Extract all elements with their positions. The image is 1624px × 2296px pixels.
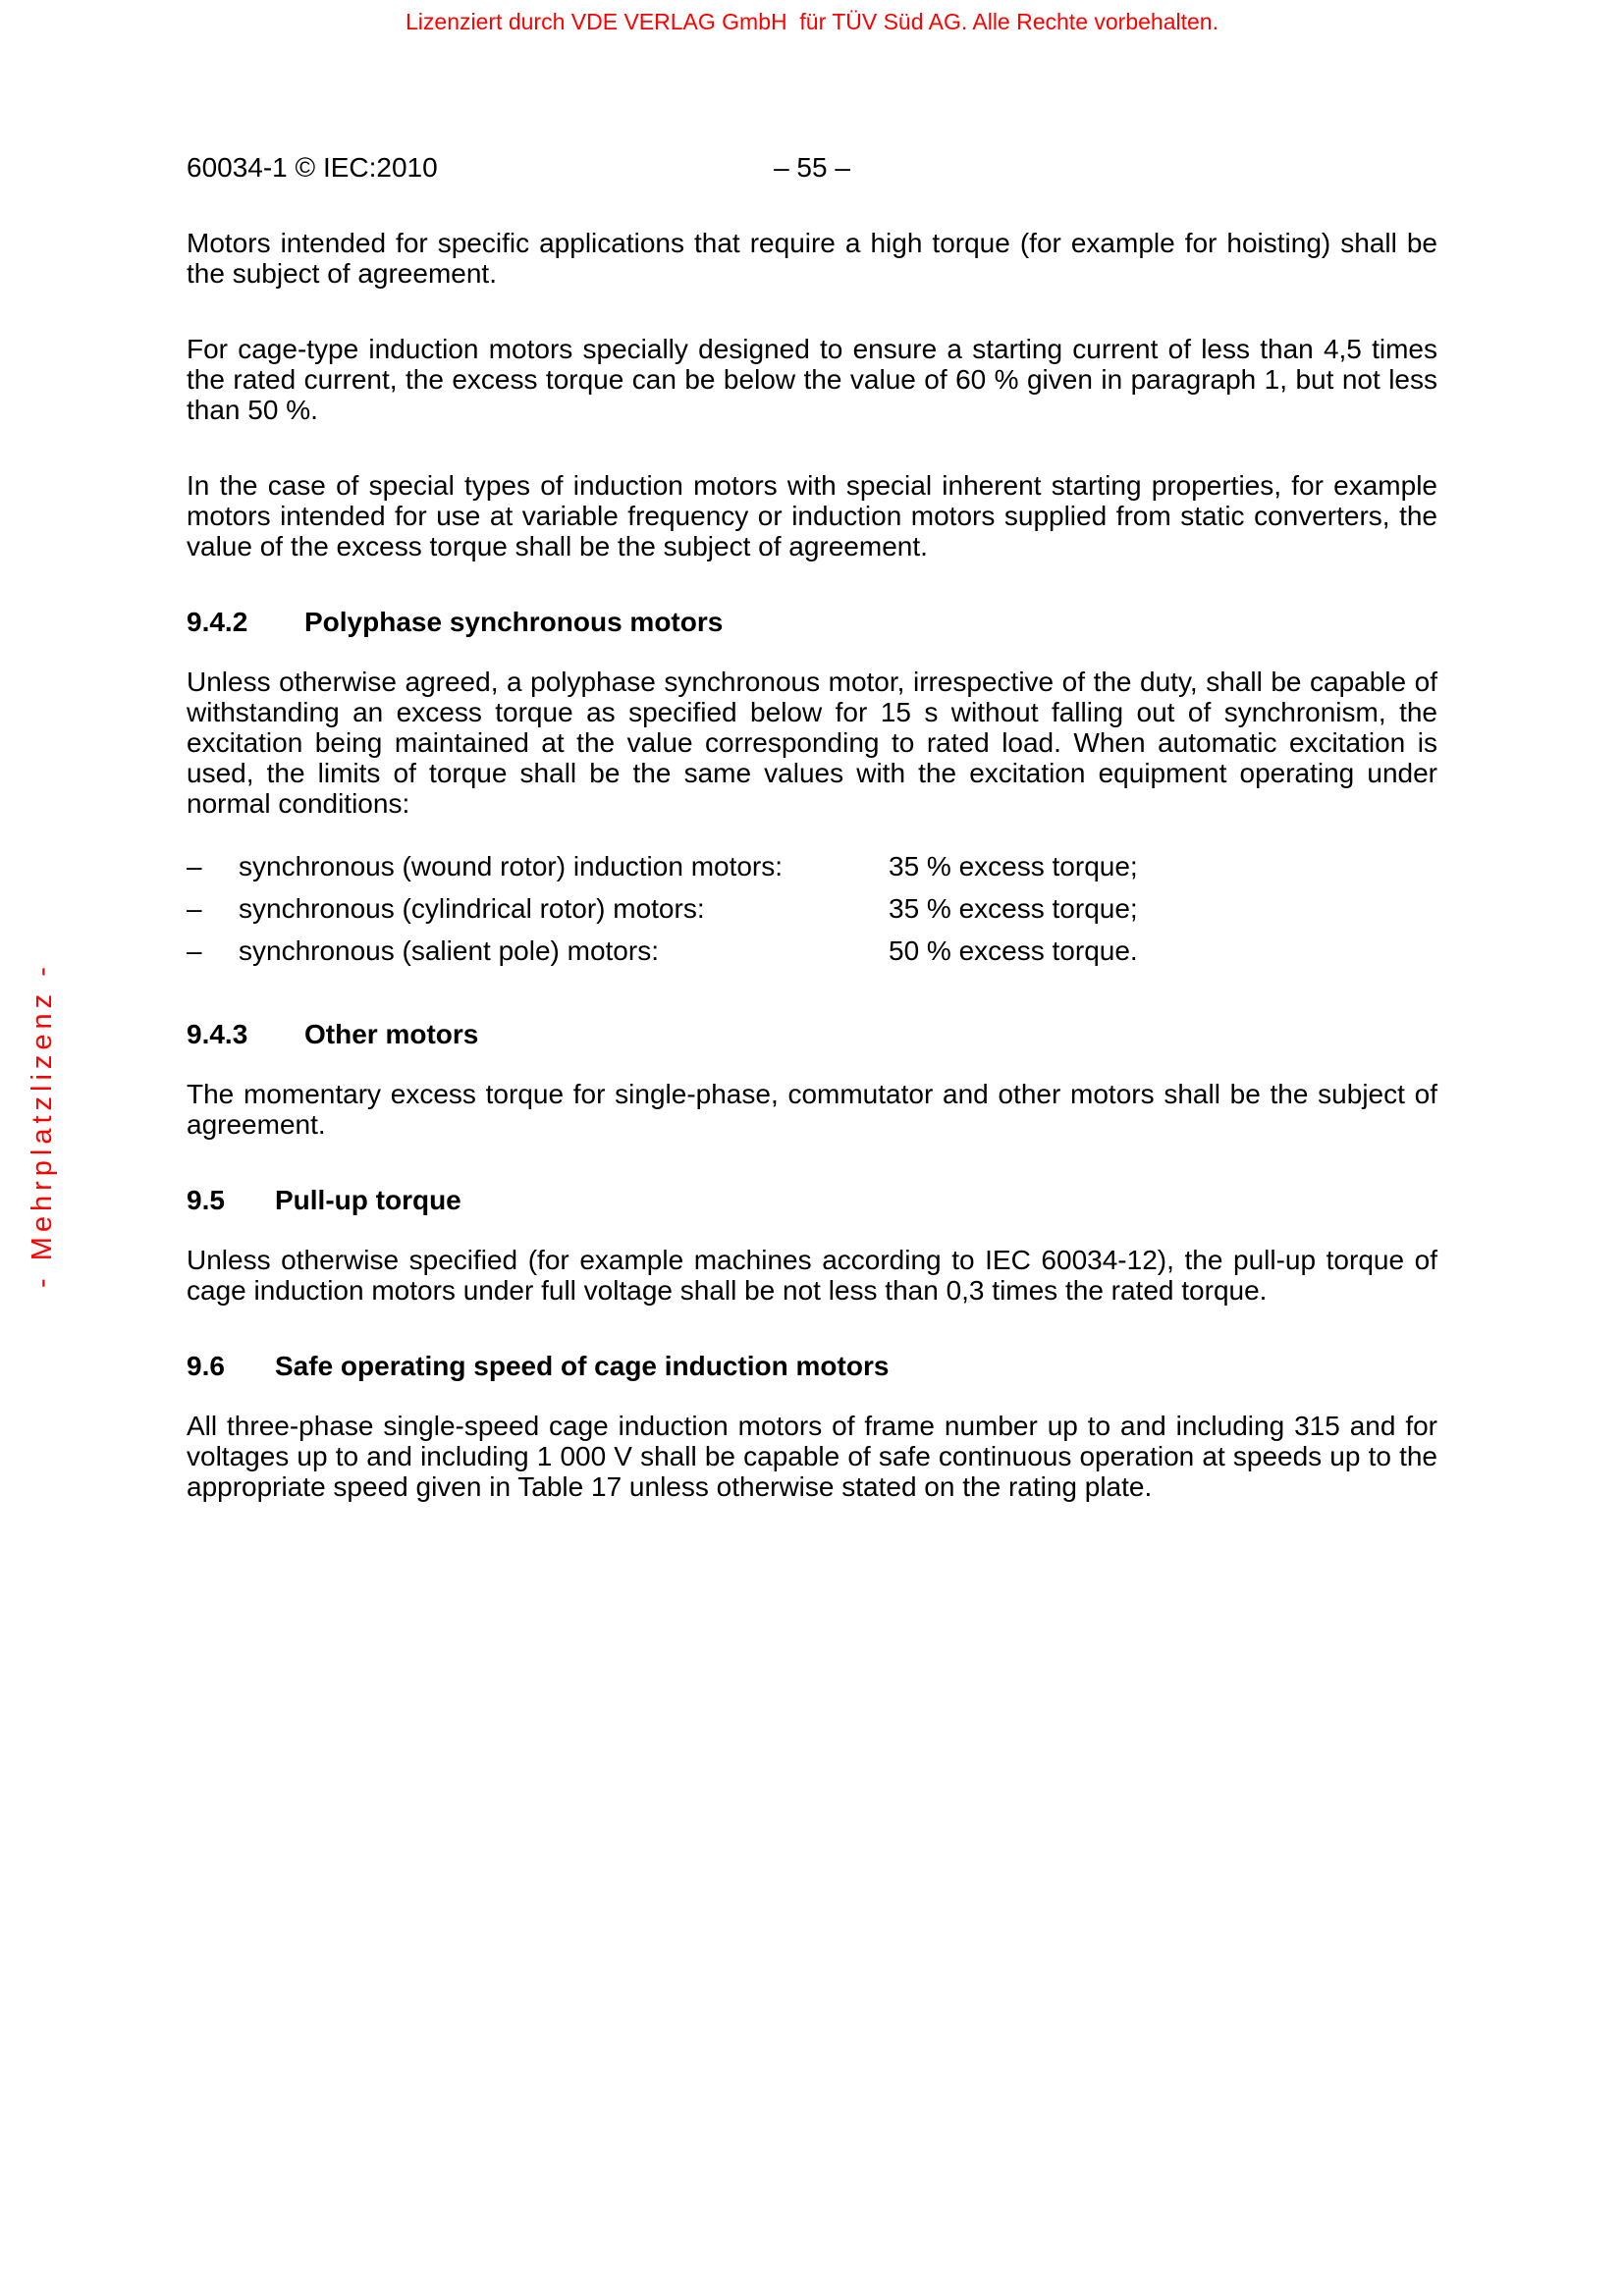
heading-9-5-title: Pull-up torque xyxy=(275,1185,461,1215)
list-item-dash: – xyxy=(187,851,202,881)
page-header xyxy=(187,152,1437,183)
list-item-label: synchronous (cylindrical rotor) motors: xyxy=(239,893,705,924)
list-item-dash: – xyxy=(187,893,202,924)
page-number: – 55 – xyxy=(774,152,850,183)
heading-9-4-3-title: Other motors xyxy=(304,1019,479,1049)
excess-torque-list xyxy=(187,851,1437,966)
heading-9-5-number: 9.5 xyxy=(187,1185,225,1215)
heading-9-4-3-number: 9.4.3 xyxy=(187,1019,248,1049)
license-header-text: Lizenziert durch VDE VERLAG GmbH für TÜV Süd AG. Alle Rechte vorbehalten. xyxy=(406,9,1218,34)
list-item-value: 35 % excess torque; xyxy=(889,893,1138,924)
list-item-value: 35 % excess torque; xyxy=(889,851,1138,881)
paragraph-safe-operating-speed: All three-phase single-speed cage induction motors of frame number up to and including 315 and for voltages up to and including 1 000 V shall be capable of safe continuous operation at speeds up to the appropriate speed given in Table 17 unless otherwise stated on the rating plate. xyxy=(187,1411,1437,1502)
list-item-value: 50 % excess torque. xyxy=(889,935,1138,966)
heading-9-4-2-number: 9.4.2 xyxy=(187,607,248,637)
heading-9-4-2 xyxy=(187,607,1437,637)
page-content xyxy=(187,152,1437,1547)
paragraph-high-torque-agreement: Motors intended for specific applications that require a high torque (for example for hoisting) shall be the subject of agreement. xyxy=(187,228,1437,289)
license-watermark-vertical: - Mehrplatzlizenz - xyxy=(27,962,58,1288)
paragraph-pull-up-torque: Unless otherwise specified (for example machines according to IEC 60034-12), the pull-up torque of cage induction motors under full voltage shall be not less than 0,3 times the rated torque. xyxy=(187,1245,1437,1306)
list-item xyxy=(187,851,1437,881)
heading-9-6-number: 9.6 xyxy=(187,1351,225,1381)
list-item xyxy=(187,935,1437,966)
paragraph-other-motors: The momentary excess torque for single-phase, commutator and other motors shall be the subject of agreement. xyxy=(187,1079,1437,1140)
heading-9-5 xyxy=(187,1185,1437,1215)
heading-9-4-3 xyxy=(187,1019,1437,1049)
paragraph-cage-type-starting-current: For cage-type induction motors specially designed to ensure a starting current of less than 4,5 times the rated current, the excess torque can be below the value of 60 % given in paragraph 1, but not less than 50 %. xyxy=(187,334,1437,425)
list-item xyxy=(187,893,1437,924)
heading-9-6-title: Safe operating speed of cage induction motors xyxy=(275,1351,890,1381)
paragraph-special-induction-motors: In the case of special types of induction motors with special inherent starting properties, for example motors intended for use at variable frequency or induction motors supplied from static converters, the value of the excess torque shall be the subject of agreement. xyxy=(187,470,1437,561)
list-item-label: synchronous (wound rotor) induction motors: xyxy=(239,851,784,881)
paragraph-polyphase-synchronous: Unless otherwise agreed, a polyphase synchronous motor, irrespective of the duty, shall be capable of withstanding an excess torque as specified below for 15 s without falling out of synchronism, the excitation being maintained at the value corresponding to rated load. When automatic excitation is used, the limits of torque shall be the same values with the excitation equipment operating under normal conditions: xyxy=(187,667,1437,819)
list-item-label: synchronous (salient pole) motors: xyxy=(239,935,659,966)
heading-9-6 xyxy=(187,1351,1437,1381)
list-item-dash: – xyxy=(187,935,202,966)
document-reference: 60034-1 © IEC:2010 xyxy=(187,152,438,183)
heading-9-4-2-title: Polyphase synchronous motors xyxy=(304,607,724,637)
